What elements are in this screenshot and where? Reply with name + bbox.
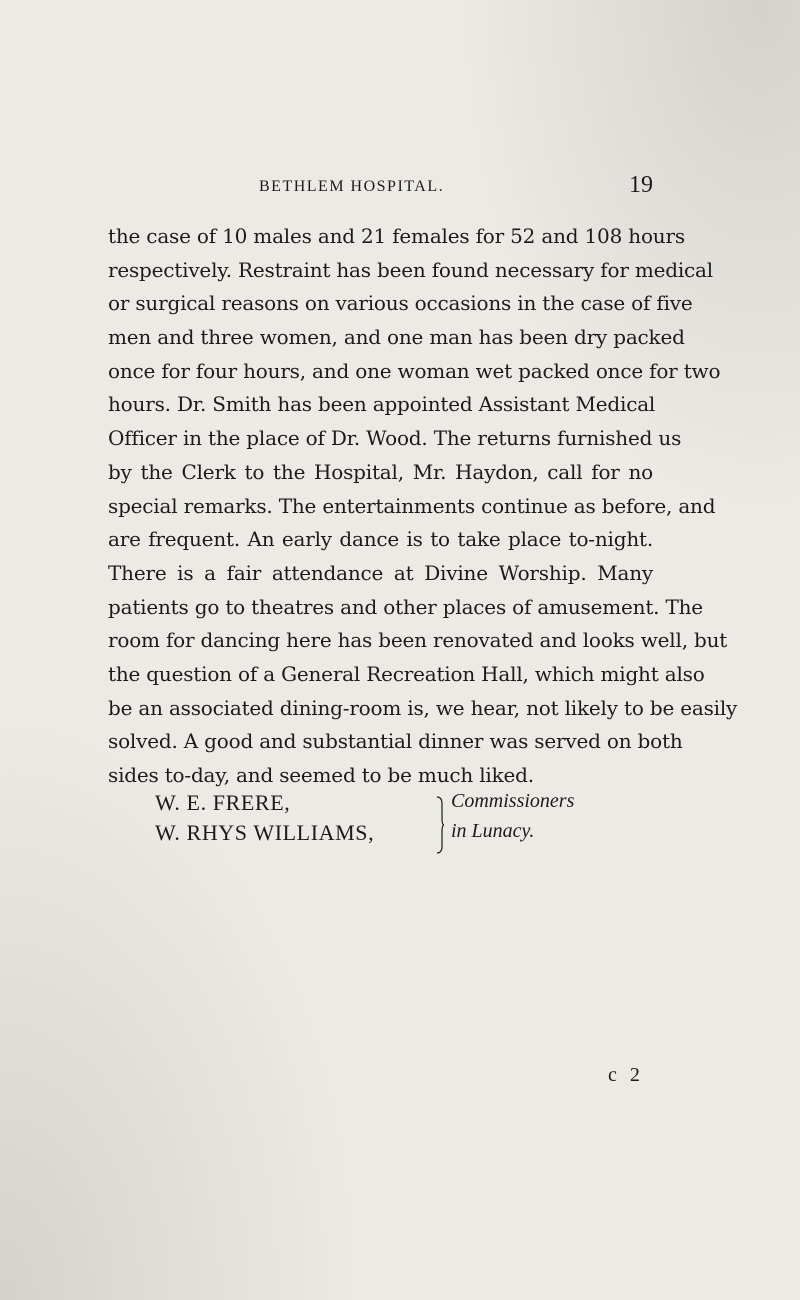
text-line: the case of 10 males and 21 females for 52 and 108 hours bbox=[108, 224, 685, 248]
text-line: men and three women, and one man has been dry packed bbox=[108, 325, 685, 350]
text-line: patients go to theatres and other places of amusement. The bbox=[108, 594, 703, 619]
text-line: by the Clerk to the Hospital, Mr. Haydon, call for no bbox=[108, 459, 653, 484]
text-line: are frequent. An early dance is to take place to-night. bbox=[108, 527, 653, 552]
signatory-name: W. RHYS WILLIAMS, bbox=[155, 820, 375, 845]
signatory-role: Commissioners bbox=[451, 790, 575, 812]
running-head bbox=[108, 172, 653, 202]
text-line: room for dancing here has been renovated and looks well, but bbox=[108, 628, 728, 653]
text-line: There is a fair attendance at Divine Worship. Many bbox=[108, 560, 653, 585]
body-text bbox=[108, 220, 738, 793]
signatory-role: in Lunacy. bbox=[451, 820, 535, 842]
text-line: or surgical reasons on various occasions in the case of five bbox=[108, 291, 693, 316]
text-line: special remarks. The entertainments continue as before, and bbox=[108, 493, 716, 518]
text-line: respectively. Restraint has been found necessary for medical bbox=[108, 257, 713, 282]
page-number: 19 bbox=[629, 172, 653, 198]
signature-block bbox=[155, 790, 665, 870]
signatory-name: W. E. FRERE, bbox=[155, 790, 291, 815]
text-line: be an associated dining-room is, we hear, not likely to be easily bbox=[108, 695, 738, 720]
brace-icon bbox=[435, 796, 445, 854]
text-line: once for four hours, and one woman wet packed once for two bbox=[108, 358, 721, 383]
printer-signature-mark: c 2 bbox=[608, 1064, 644, 1086]
text-line: sides to-day, and seemed to be much liked. bbox=[108, 763, 534, 787]
running-title: BETHLEM HOSPITAL. bbox=[259, 178, 445, 195]
text-line: solved. A good and substantial dinner was served on both bbox=[108, 729, 683, 754]
text-line: hours. Dr. Smith has been appointed Assistant Medical bbox=[108, 392, 656, 417]
text-line: Officer in the place of Dr. Wood. The returns furnished us bbox=[108, 426, 682, 451]
text-line: the question of a General Recreation Hall, which might also bbox=[108, 661, 705, 686]
